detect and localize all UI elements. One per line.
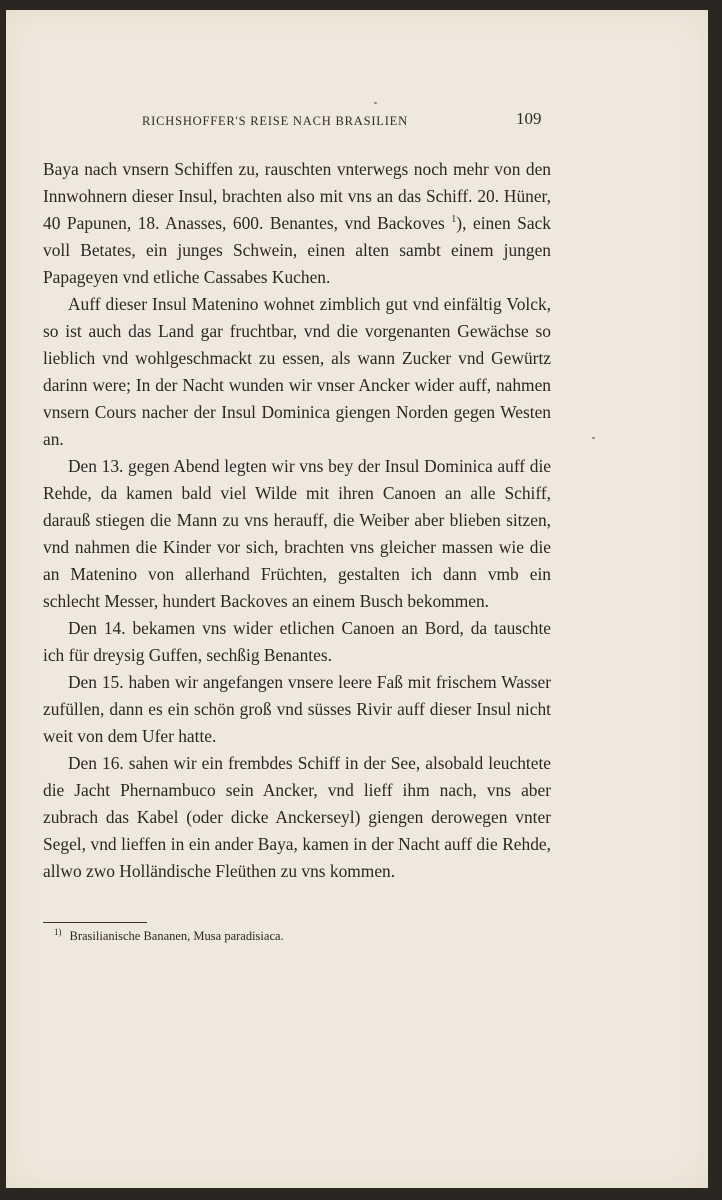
paper-speck [592, 437, 595, 439]
scan-border-bottom [0, 1188, 722, 1200]
book-page [6, 10, 708, 1188]
footnote [54, 926, 284, 944]
footnote-reference: 1 [451, 214, 457, 226]
paragraph-1-text-after-ref: ), einen Sack voll Betates, ein junges Schwein, einen alten sambt einem jungen Papageyen vnd etliche Cassabes Kuchen. [43, 213, 551, 287]
paragraph-1 [43, 156, 551, 291]
running-title: RICHSHOFFER'S REISE NACH BRASILIEN [142, 114, 408, 128]
paragraph-2: Auff dieser Insul Matenino wohnet zimblich gut vnd einfältig Volck, so ist auch das Land gar fruchtbar, vnd die vorgenanten Gewächse so lieblich vnd wohlgeschmackt zu essen, als wann Zucker vnd Gewürtz darinn were; In der Nacht wunden wir vnser Ancker wider auff, nahmen vnsern Cours nacher der Insul Dominica giengen Norden gegen Westen an. [43, 294, 551, 449]
footnote-mark: 1) [54, 926, 62, 937]
paragraph-6: Den 16. sahen wir ein frembdes Schiff in der See, alsobald leuchtete die Jacht Phernambuco sein Ancker, vnd lieff ihm nach, vns aber zubrach das Kabel (oder dicke Anckerseyl) giengen derowegen vnter Segel, vnd lieffen in ein ander Baya, kamen in der Nacht auff die Rehde, allwo zwo Holländische Fleüthen zu vns kommen. [43, 753, 551, 881]
footnote-separator [43, 922, 147, 923]
paragraph-5: Den 15. haben wir angefangen vnsere leere Faß mit frischem Wasser zufüllen, dann es ein schön groß vnd süsses Rivir auff dieser Insul nicht weit von dem Ufer hatte. [43, 672, 551, 746]
paragraph-4: Den 14. bekamen vns wider etlichen Canoen an Bord, da tauschte ich für dreysig Guffen, sechßig Benantes. [43, 618, 551, 665]
footnote-text: Brasilianische Bananen, Musa paradisiaca. [69, 929, 284, 943]
paragraph-3: Den 13. gegen Abend legten wir vns bey der Insul Dominica auff die Rehde, da kamen bald viel Wilde mit ihren Canoen an alle Schiff, darauß stiegen die Mann zu vns herauff, die Weiber aber blieben sitzen, vnd nahmen die Kinder vor sich, brachten vns gleicher massen wie die an Matenino von allerhand Früchten, gestalten ich dann vmb ein schlecht Messer, hundert Backoves an einem Busch bekommen. [43, 456, 551, 611]
paper-speck [374, 102, 377, 104]
page-number: 109 [516, 109, 542, 128]
paragraph-1-text-before-ref: Baya nach vnsern Schiffen zu, rauschten vnterwegs noch mehr von den Innwohnern dieser Insul, brachten also mit vns an das Schiff. 20. Hüner, 40 Papunen, 18. Anasses, 600. Benantes, vnd Backoves [43, 159, 551, 233]
scan-border-right [708, 0, 722, 1200]
body-text [43, 156, 551, 885]
